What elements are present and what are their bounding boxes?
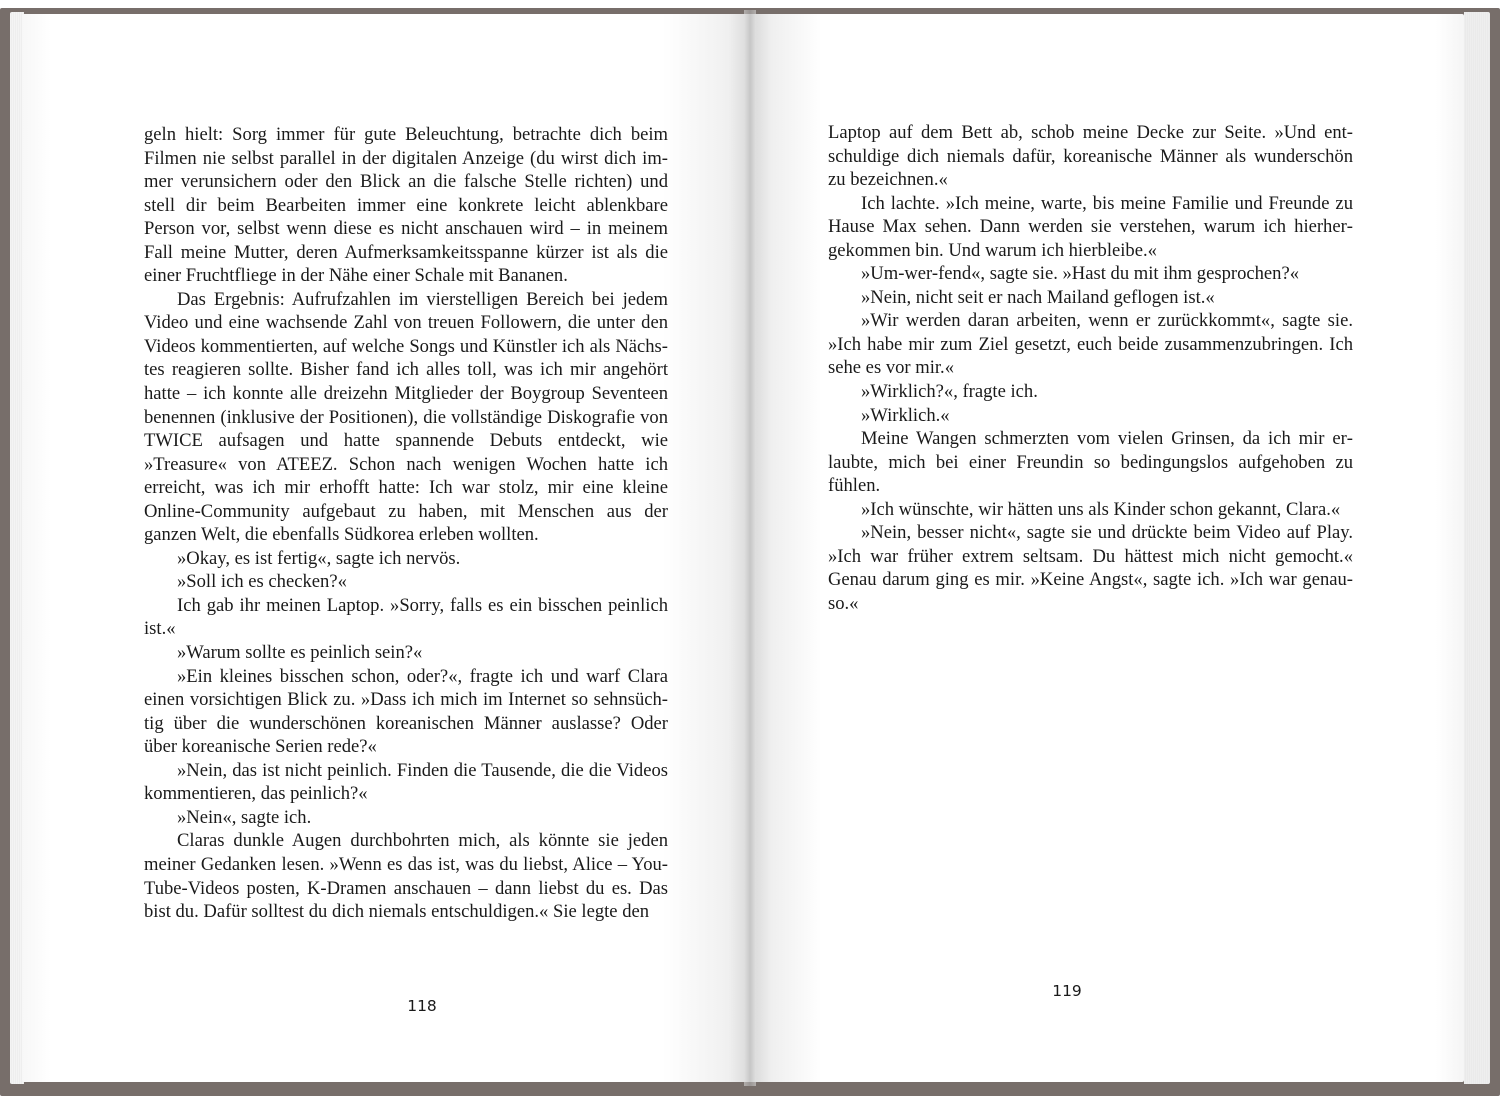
paragraph: Das Ergebnis: Aufrufzahlen im vierstelligen Bereich bei jedem Video und eine wachsende Zahl von treuen Followern, die unter den Videos kommentierten, auf welche Songs und Künstler ich als Nächstes reagieren sollte. Bisher fand ich alles toll, was ich mir angehört hatte – ich konnte alle dreizehn Mitglieder der Boygroup Seventeen benennen (inklusive der Positionen), die vollständige Diskografie von TWICE aufsagen und hatte spannende Debuts entdeckt, wie »Treasure« von ATEEZ. Schon nach wenigen Wochen hatte ich erreicht, was ich mir erhofft hatte: Ich war stolz, mir eine kleine Online-Community aufgebaut zu haben, mit Menschen aus der ganzen Welt, die ebenfalls Südkorea erleben wollten. — [144, 288, 668, 546]
paragraph: »Wirklich?«, fragte ich. — [861, 381, 1038, 403]
paragraph: »Wir werden daran arbeiten, wenn er zurückkommt«, sagte sie. »Ich habe mir zum Ziel gesetzt, euch beide zusammenzubringen. Ich sehe es vor mir.« — [828, 310, 1353, 379]
paragraph: »Nein, besser nicht«, sagte sie und drückte beim Video auf Play. »Ich war früher extrem seltsam. Du hättest mich nicht gemocht.« Genau darum ging es mir. »Keine Angst«, sagte ich. »Ich war genauso.« — [828, 522, 1353, 614]
book-gutter — [744, 10, 756, 1086]
paragraph: »Um-wer-fend«, sagte sie. »Hast du mit ihm gesprochen?« — [861, 263, 1300, 285]
paragraph: Laptop auf dem Bett ab, schob meine Decke zur Seite. »Und entschuldige dich niemals dafür, koreanische Männer als wunderschön zu bezeichnen.« — [828, 122, 1353, 191]
paragraph: »Wirklich.« — [861, 404, 950, 426]
paragraph: »Nein«, sagte ich. — [177, 806, 312, 828]
left-page-text — [144, 123, 668, 924]
paragraph: »Nein, das ist nicht peinlich. Finden die Tausende, die die Videos kommentieren, das peinlich?« — [144, 759, 668, 805]
paragraph: geln hielt: Sorg immer für gute Beleuchtung, betrachte dich beim Filmen nie selbst parallel in der digitalen Anzeige (du wirst dich immer verunsichern oder den Blick an die falsche Stelle richten) und stell dir beim Bearbeiten immer eine konkrete leicht ablenkbare Person vor, selbst wenn diese es nicht anschauen wird – in meinem Fall meine Mutter, deren Aufmerksamkeitsspanne kürzer ist als die einer Fruchtfliege in der Nähe einer Schale mit Bananen. — [144, 124, 668, 287]
left-page — [22, 14, 750, 1082]
paragraph: »Ich wünschte, wir hätten uns als Kinder schon gekannt, Clara.« — [861, 498, 1341, 520]
paragraph: »Nein, nicht seit er nach Mailand geflogen ist.« — [861, 286, 1215, 308]
page-edges-right — [1464, 12, 1490, 1084]
paragraph: »Soll ich es checken?« — [177, 571, 347, 593]
paragraph: Ich gab ihr meinen Laptop. »Sorry, falls es ein bisschen peinlich ist.« — [144, 594, 668, 640]
right-page — [750, 14, 1464, 1082]
right-page-text — [828, 121, 1353, 615]
page-number: 119 — [1052, 982, 1082, 1000]
paragraph: »Ein kleines bisschen schon, oder?«, fragte ich und warf Clara einen vorsichtigen Blick zu. »Dass ich mich im Internet so sehnsüchtig über die wunderschönen koreanischen Männer auslasse? Oder über koreanische Serien rede?« — [144, 665, 668, 758]
paragraph: »Warum sollte es peinlich sein?« — [177, 642, 423, 664]
paragraph: »Okay, es ist fertig«, sagte ich nervös. — [177, 547, 461, 569]
paragraph: Ich lachte. »Ich meine, warte, bis meine Familie und Freunde zu Hause Max sehen. Dann werden sie verstehen, warum ich hierhergekommen bin. Und warum ich hierbleibe.« — [828, 192, 1353, 261]
paragraph: Meine Wangen schmerzten vom vielen Grinsen, da ich mir erlaubte, mich bei einer Freundin so bedingungslos aufgehoben zu fühlen. — [828, 428, 1353, 497]
page-number: 118 — [407, 997, 437, 1015]
paragraph: Claras dunkle Augen durchbohrten mich, als könnte sie jeden meiner Gedanken lesen. »Wenn es das ist, was du liebst, Alice – YouTube-Videos posten, K-Dramen anschauen – dann liebst du es. Das bist du. Dafür solltest du dich niemals entschuldigen.« Sie legte den — [144, 830, 668, 923]
